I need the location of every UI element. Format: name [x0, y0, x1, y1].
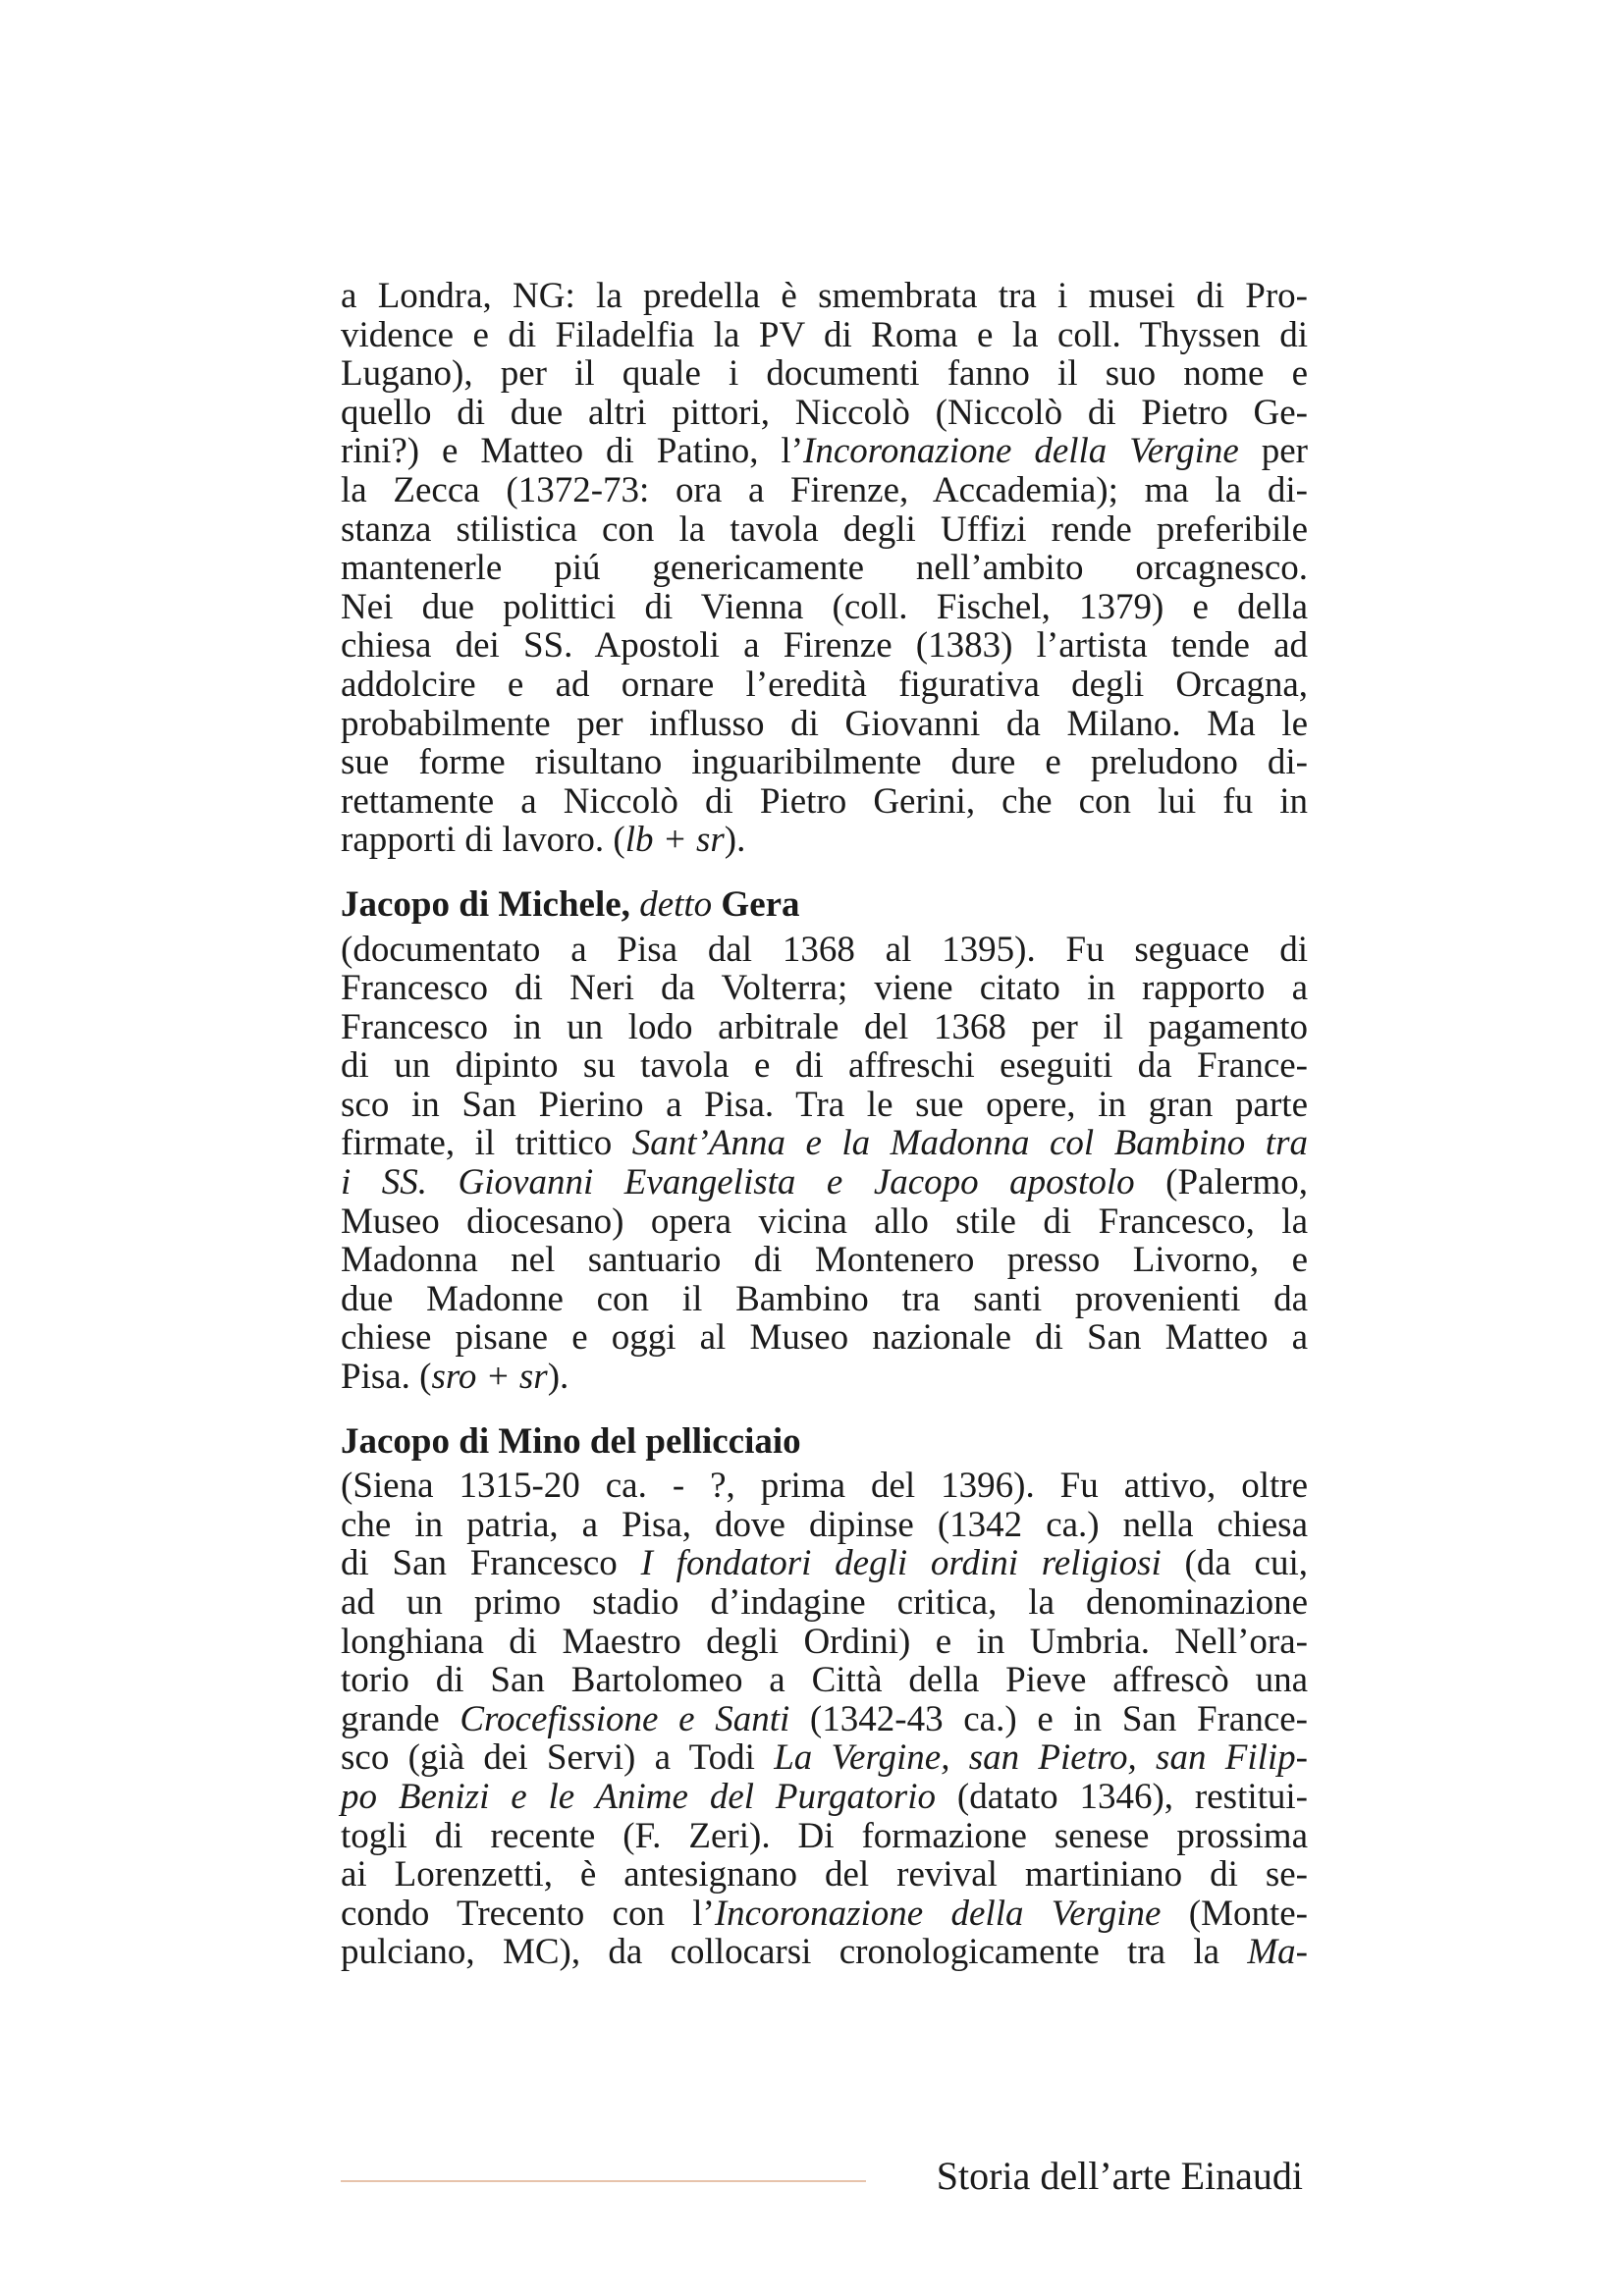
text-line: Nei due polittici di Vienna (coll. Fischel, 1379) e della: [341, 586, 1308, 627]
text-line: Francesco di Neri da Volterra; viene citato in rapporto a: [341, 968, 1308, 1009]
text-line: i SS. Giovanni Evangelista e Jacopo apostolo (Palermo,: [341, 1162, 1308, 1203]
entry-jacopo-di-michele: [341, 885, 1308, 1397]
text-line: torio di San Bartolomeo a Città della Pieve affrescò una: [341, 1660, 1308, 1701]
text-line: di San Francesco I fondatori degli ordini religiosi (da cui,: [341, 1543, 1308, 1584]
text-line: sco in San Pierino a Pisa. Tra le sue opere, in gran parte: [341, 1084, 1308, 1125]
entry-heading: Jacopo di Michele, detto Gera: [341, 883, 800, 925]
artwork-title: Crocefissione e Santi: [460, 1698, 790, 1739]
text-line: stanza stilistica con la tavola degli Uffizi rende preferibile: [341, 508, 1308, 550]
text-line: addolcire e ad ornare l’eredità figurativa degli Orcagna,: [341, 664, 1308, 705]
artwork-title: po Benizi e le Anime del Purgatorio: [341, 1776, 936, 1817]
entry-heading: Jacopo di Mino del pellicciaio: [341, 1420, 801, 1462]
text-line: rini?) e Matteo di Patino, l’Incoronazione della Vergine per: [341, 431, 1309, 472]
entry-jacopo-di-mino: [341, 1422, 1308, 1972]
author-initials: sro + sr: [431, 1357, 548, 1398]
paragraph-intro: [341, 277, 1308, 860]
author-initials: lb + sr: [624, 820, 725, 861]
text-line: chiesa dei SS. Apostoli a Firenze (1383) l’artista tende ad: [341, 625, 1308, 667]
text-line: a Londra, NG: la predella è smembrata tra i musei di Pro-: [341, 276, 1308, 316]
main-text-column: [341, 277, 1308, 1972]
text-line: due Madonne con il Bambino tra santi provenienti da: [341, 1278, 1308, 1319]
artwork-title: Ma-: [1247, 1932, 1308, 1973]
text-line: grande Crocefissione e Santi (1342-43 ca.) e in San France-: [341, 1698, 1309, 1739]
artwork-title: Incoronazione della Vergine: [714, 1893, 1162, 1934]
text-line: Pisa. (sro + sr).: [341, 1357, 569, 1398]
text-line: chiese pisane e oggi al Museo nazionale di San Matteo a: [341, 1317, 1308, 1359]
text-line: ad un primo stadio d’indagine critica, la denominazione: [341, 1582, 1308, 1623]
text-line: sco (già dei Servi) a Todi La Vergine, san Pietro, san Filip-: [341, 1737, 1308, 1779]
text-line: di un dipinto su tavola e di affreschi eseguiti da France-: [341, 1045, 1308, 1087]
footer-book-title: Storia dell’arte Einaudi: [936, 2154, 1303, 2198]
text-line: rapporti di lavoro. (lb + sr).: [341, 820, 746, 861]
text-line: pulciano, MC), da collocarsi cronologicamente tra la Ma-: [341, 1932, 1308, 1973]
text-line: rettamente a Niccolò di Pietro Gerini, che con lui fu in: [341, 780, 1308, 822]
text-line: firmate, il trittico Sant’Anna e la Madonna col Bambino tra: [341, 1123, 1308, 1164]
text-line: po Benizi e le Anime del Purgatorio (datato 1346), restitui-: [341, 1776, 1308, 1817]
text-line: longhiana di Maestro degli Ordini) e in Umbria. Nell’ora-: [341, 1621, 1308, 1662]
text-line: mantenerle piú genericamente nell’ambito orcagnesco.: [341, 548, 1308, 589]
artwork-title: Sant’Anna e la Madonna col Bambino tra: [631, 1123, 1308, 1164]
text-line: Madonna nel santuario di Montenero presso Livorno, e: [341, 1240, 1308, 1281]
text-line: Museo diocesano) opera vicina allo stile di Francesco, la: [341, 1201, 1308, 1242]
text-line: (documentato a Pisa dal 1368 al 1395). Fu seguace di: [341, 929, 1308, 970]
artwork-title: Incoronazione della Vergine: [803, 431, 1239, 472]
artwork-title: La Vergine, san Pietro, san Filip-: [774, 1737, 1308, 1779]
text-line: sue forme risultano inguaribilmente dure e preludono di-: [341, 742, 1308, 783]
text-line: (Siena 1315-20 ca. - ?, prima del 1396). Fu attivo, oltre: [341, 1466, 1308, 1507]
text-line: quello di due altri pittori, Niccolò (Niccolò di Pietro Ge-: [341, 392, 1308, 433]
artwork-title: i SS. Giovanni Evangelista e Jacopo apostolo: [341, 1162, 1135, 1203]
text-line: Lugano), per il quale i documenti fanno il suo nome e: [341, 353, 1308, 395]
text-line: che in patria, a Pisa, dove dipinse (1342 ca.) nella chiesa: [341, 1504, 1308, 1545]
text-line: ai Lorenzetti, è antesignano del revival martiniano di se-: [341, 1854, 1308, 1896]
text-line: probabilmente per influsso di Giovanni da Milano. Ma le: [341, 703, 1308, 744]
text-line: Francesco in un lodo arbitrale del 1368 per il pagamento: [341, 1006, 1308, 1047]
text-line: condo Trecento con l’Incoronazione della Vergine (Monte-: [341, 1893, 1308, 1934]
text-line: la Zecca (1372-73: ora a Firenze, Accademia); ma la di-: [341, 469, 1308, 510]
text-line: vidence e di Filadelfia la PV di Roma e la coll. Thyssen di: [341, 314, 1308, 355]
artwork-title: I fondatori degli ordini religiosi: [640, 1543, 1162, 1584]
footer-divider: [341, 2180, 866, 2182]
text-line: togli di recente (F. Zeri). Di formazione senese prossima: [341, 1815, 1308, 1856]
